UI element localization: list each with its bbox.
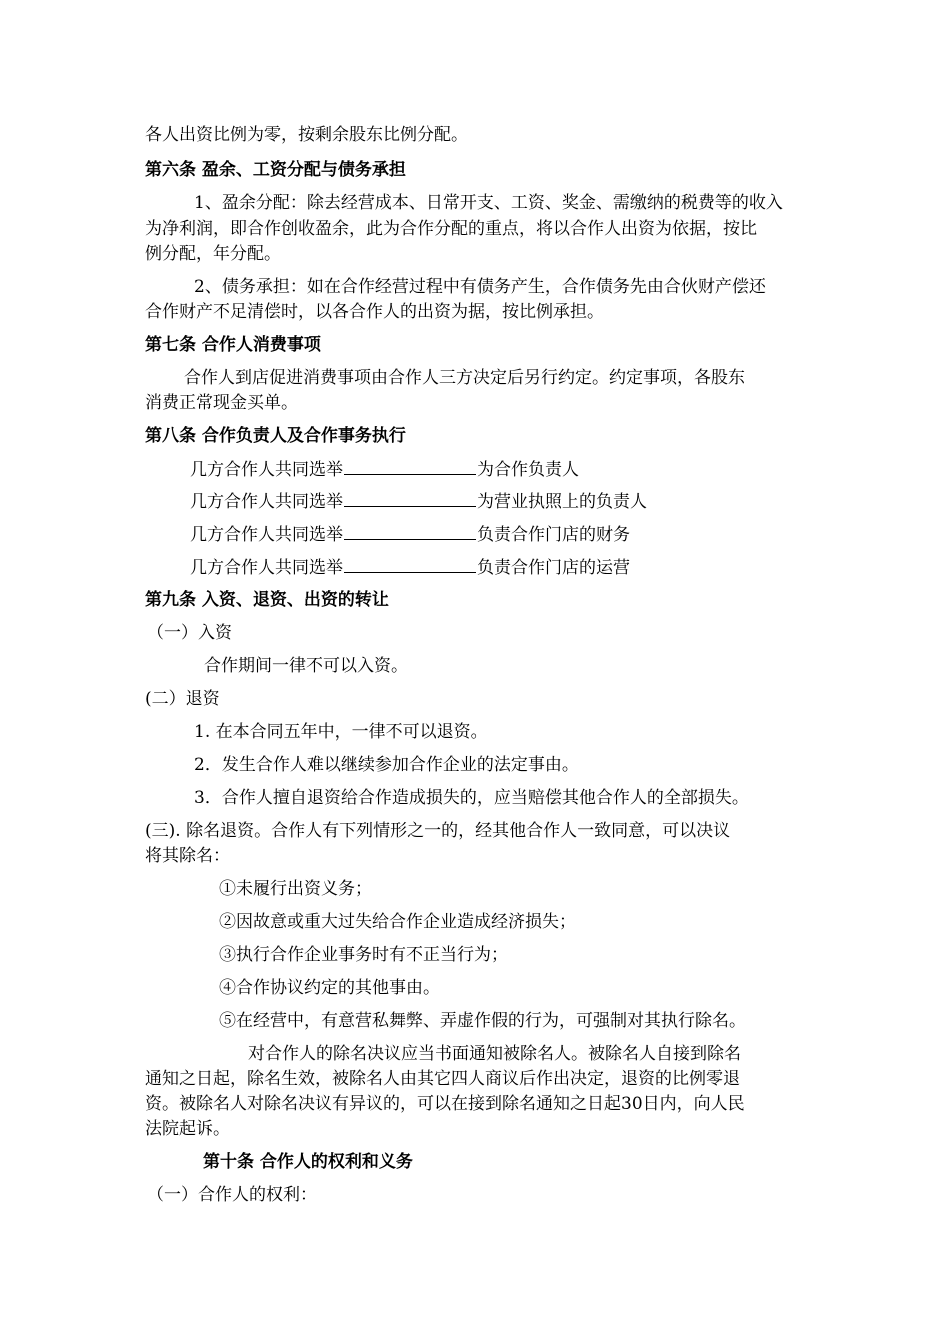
paragraph-line: 合作期间一律不可以入资。 [204, 656, 408, 676]
election-line [190, 556, 630, 579]
section-heading: （一）合作人的权利： [147, 1185, 317, 1205]
paragraph-line: 为净利润，即合作创收盈余，此为合作分配的重点，将以合作人出资为依据，按比 [145, 219, 757, 239]
paragraph-line: 将其除名： [145, 846, 230, 866]
section-heading: （一）入资 [147, 623, 232, 643]
election-prefix: 几方合作人共同选举 [190, 558, 343, 578]
signature-blank[interactable] [344, 523, 476, 540]
list-item: ③执行合作企业事务时有不正当行为； [219, 945, 508, 965]
paragraph-line: 对合作人的除名决议应当书面通知被除名人。被除名人自接到除名 [248, 1044, 741, 1064]
section-heading: (二）退资 [145, 689, 220, 709]
list-item: 2．发生合作人难以继续参加合作企业的法定事由。 [194, 755, 579, 775]
election-line [190, 490, 647, 513]
paragraph-line: 消费正常现金买单。 [145, 393, 298, 413]
paragraph-line: 2、债务承担：如在合作经营过程中有债务产生，合作债务先由合伙财产偿还 [194, 277, 766, 297]
election-line [190, 458, 579, 481]
paragraph-line: (三). 除名退资。合作人有下列情形之一的，经其他合作人一致同意，可以决议 [145, 821, 731, 841]
signature-blank[interactable] [344, 556, 476, 573]
list-item: ⑤在经营中，有意营私舞弊、弄虚作假的行为，可强制对其执行除名。 [219, 1011, 746, 1031]
paragraph-line: 例分配，年分配。 [145, 244, 281, 264]
election-suffix: 为合作负责人 [477, 460, 579, 480]
list-item: 3．合作人擅自退资给合作造成损失的，应当赔偿其他合作人的全部损失。 [194, 788, 749, 808]
list-item: 1. 在本合同五年中，一律不可以退资。 [194, 722, 488, 742]
list-item: ①未履行出资义务； [219, 879, 372, 899]
election-line [190, 523, 630, 546]
list-item: ④合作协议约定的其他事由。 [219, 978, 440, 998]
list-item: ②因故意或重大过失给合作企业造成经济损失； [219, 912, 576, 932]
election-prefix: 几方合作人共同选举 [190, 525, 343, 545]
election-suffix: 负责合作门店的运营 [477, 558, 630, 578]
election-prefix: 几方合作人共同选举 [190, 460, 343, 480]
article-10-heading: 第十条 合作人的权利和义务 [203, 1152, 413, 1172]
signature-blank[interactable] [344, 490, 476, 507]
paragraph-line: 各人出资比例为零，按剩余股东比例分配。 [145, 125, 468, 145]
article-7-heading: 第七条 合作人消费事项 [145, 335, 321, 355]
paragraph-line: 合作财产不足清偿时，以各合作人的出资为据，按比例承担。 [145, 302, 604, 322]
article-8-heading: 第八条 合作负责人及合作事务执行 [145, 426, 406, 446]
paragraph-line: 合作人到店促进消费事项由合作人三方决定后另行约定。约定事项，各股东 [184, 368, 745, 388]
article-6-heading: 第六条 盈余、工资分配与债务承担 [145, 160, 406, 180]
paragraph-line: 通知之日起，除名生效，被除名人由其它四人商议后作出决定，退资的比例零退 [145, 1069, 740, 1089]
paragraph-line: 1、盈余分配：除去经营成本、日常开支、工资、奖金、需缴纳的税费等的收入 [194, 193, 783, 213]
election-prefix: 几方合作人共同选举 [190, 492, 343, 512]
election-suffix: 为营业执照上的负责人 [477, 492, 647, 512]
signature-blank[interactable] [344, 458, 476, 475]
paragraph-line: 法院起诉。 [145, 1119, 230, 1139]
paragraph-line: 资。被除名人对除名决议有异议的，可以在接到除名通知之日起30日内，向人民 [145, 1094, 745, 1114]
article-9-heading: 第九条 入资、退资、出资的转让 [145, 590, 389, 610]
election-suffix: 负责合作门店的财务 [477, 525, 630, 545]
